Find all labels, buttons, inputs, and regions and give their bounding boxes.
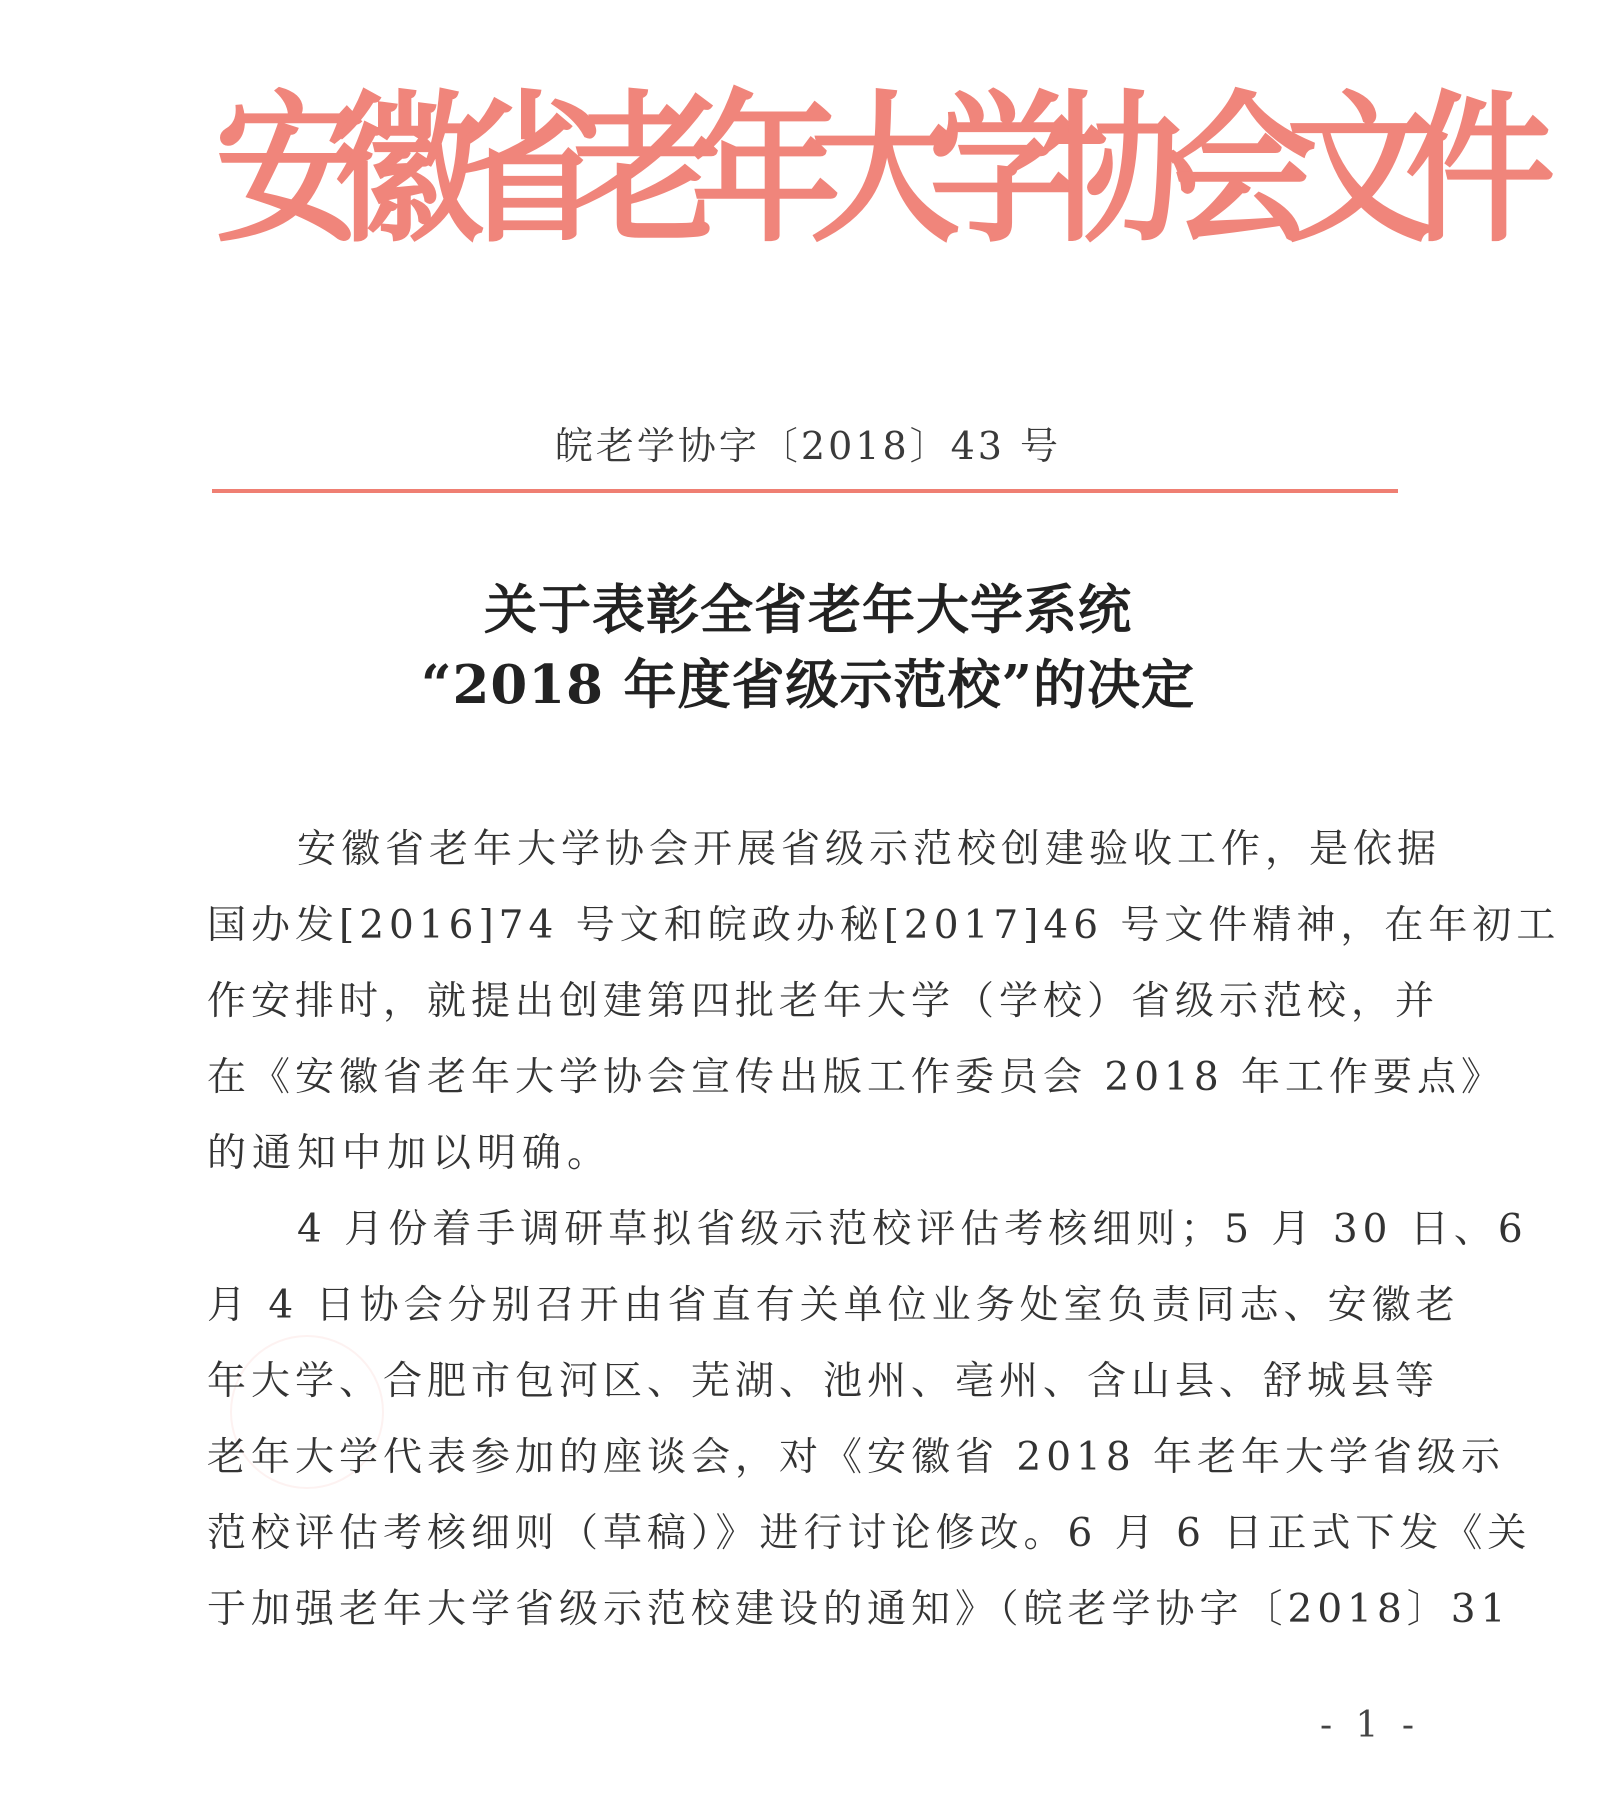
masthead-char: 文 <box>1286 74 1437 266</box>
body-line: 月 4 日协会分别召开由省直有关单位业务处室负责同志、安徽老 <box>207 1283 1460 1328</box>
body-text <box>207 812 1561 1648</box>
red-divider-line <box>212 489 1398 493</box>
masthead-char: 会 <box>1167 74 1318 266</box>
body-line: 安徽省老年大学协会开展省级示范校创建验收工作，是依据 <box>297 827 1442 872</box>
masthead-char: 协 <box>1048 74 1199 266</box>
body-line: 老年大学代表参加的座谈会，对《安徽省 2018 年老年大学省级示 <box>207 1435 1506 1480</box>
masthead-title <box>215 74 1556 266</box>
document-title-line-1: 关于表彰全省老年大学系统 <box>484 579 1132 641</box>
body-line: 国办发[2016]74 号文和皖政办秘[2017]46 号文件精神，在年初工 <box>207 903 1561 948</box>
masthead-char: 大 <box>810 74 961 266</box>
document-title-line-2: “2018 年度省级示范校”的决定 <box>421 654 1195 716</box>
body-line: 4 月份着手调研草拟省级示范校评估考核细则；5 月 30 日、6 <box>297 1207 1528 1252</box>
masthead-char: 徽 <box>334 74 485 266</box>
masthead-char: 件 <box>1405 74 1556 266</box>
body-line: 范校评估考核细则（草稿）》进行讨论修改。6 月 6 日正式下发《关 <box>207 1511 1532 1556</box>
document-number: 皖老学协字〔2018〕43 号 <box>554 424 1062 468</box>
masthead-char: 年 <box>691 74 842 266</box>
body-line: 在《安徽省老年大学协会宣传出版工作委员会 2018 年工作要点》 <box>207 1055 1506 1100</box>
masthead-char: 老 <box>572 74 723 266</box>
page-number: - 1 - <box>1319 1705 1421 1746</box>
body-line: 的通知中加以明确。 <box>207 1131 613 1176</box>
masthead-char: 省 <box>453 74 604 266</box>
masthead-char: 安 <box>215 74 366 266</box>
body-line: 作安排时，就提出创建第四批老年大学（学校）省级示范校，并 <box>207 979 1440 1024</box>
body-line: 于加强老年大学省级示范校建设的通知》（皖老学协字〔2018〕31 <box>207 1587 1511 1632</box>
masthead-char: 学 <box>929 74 1080 266</box>
body-line: 年大学、合肥市包河区、芜湖、池州、亳州、含山县、舒城县等 <box>207 1359 1440 1404</box>
